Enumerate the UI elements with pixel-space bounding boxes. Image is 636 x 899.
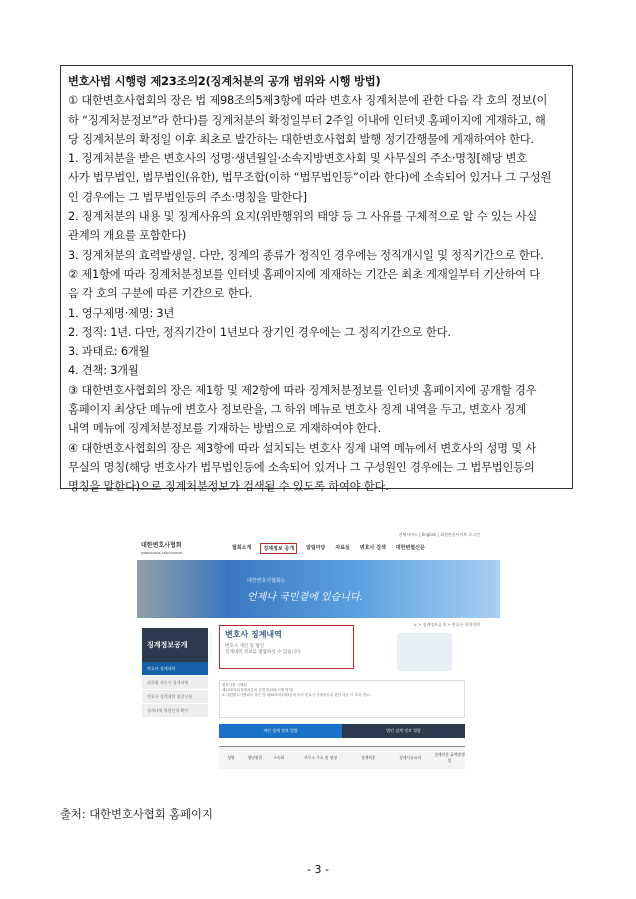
- nav-item-highlighted[interactable]: 징계정보 공개: [263, 546, 295, 552]
- kba-logo: [141, 540, 182, 556]
- law-text-line: 당 징계처분의 확정일 이후 최초로 발간하는 대한변호사협회 발행 정기간행물에 게재하여야 한다.: [68, 132, 534, 146]
- th: 징계처분: [360, 755, 376, 760]
- law-title: 변호사법 시행령 제23조의2(징계처분의 공개 범위와 시행 방법): [68, 75, 381, 88]
- law-text-box: [60, 65, 573, 494]
- sidebar-item[interactable]: 변호사 징계내역: [142, 662, 208, 676]
- logo-en: KOREAN BAR ASSOCIATION: [141, 551, 182, 555]
- page-number: - 3 -: [307, 863, 329, 876]
- website-screenshot: [137, 528, 500, 790]
- law-text-line: ① 대한변호사협회의 장은 법 제98조의5제3항에 따라 변호사 징계처분에 관한 다음 각 호의 정보(이: [68, 94, 548, 108]
- nav-item[interactable]: 자료실: [335, 545, 350, 551]
- sidebar-title: 징계정보공개: [142, 628, 208, 662]
- law-text-line: ④ 대한변호사협회의 장은 제3항에 따라 설치되는 변호사 징계 내역 메뉴에서 변호사의 성명 및 사: [68, 441, 537, 455]
- sidebar-item[interactable]: 징계내역 열람신청 확인: [142, 704, 208, 718]
- th: 징계처분 효력발생일: [434, 752, 465, 763]
- sub1: 변호사 개인 및 법인: [225, 644, 265, 649]
- th: 사무소 주소 및 명칭: [304, 755, 337, 760]
- law-scroll-box[interactable]: [219, 680, 465, 718]
- law-text-line: 2. 정직: 1년. 다만, 정직기간이 1년보다 장기인 경우에는 그 정직기간으로 한다.: [68, 325, 451, 339]
- main-subtitle: [225, 644, 348, 656]
- tab-individual[interactable]: 개인 징계 정보 열람: [219, 724, 342, 738]
- sidebar-item[interactable]: 외국법 자문사 징계내역: [142, 676, 208, 690]
- gavel-illustration: [397, 633, 452, 671]
- law-text-line: 내역 메뉴에 징계처분정보를 기재하는 방법으로 게재하여야 한다.: [68, 422, 381, 436]
- nav-item[interactable]: 알림마당: [306, 545, 326, 551]
- banner: [137, 560, 500, 618]
- law-text-line: 하 “징계처분정보”라 한다)를 징계처분의 확정일부터 2주일 이내에 인터넷 홈페이지에 게재하고, 해: [68, 113, 546, 127]
- nav-item[interactable]: 협회소개: [232, 545, 252, 551]
- nav-item[interactable]: 대한변협신문: [395, 545, 425, 551]
- banner-small: 대한변호사협회는: [247, 578, 286, 584]
- law-text-line: 명칭을 말한다)으로 징계처분정보가 검색될 수 있도록 하여야 한다.: [68, 480, 389, 494]
- source-caption: 출처: 대한변호사협회 홈페이지: [60, 808, 213, 821]
- th: 생년월일: [247, 755, 263, 760]
- law-text-line: 4. 견책: 3개월: [68, 364, 139, 378]
- sub2: 징계내역 정보를 열람하실 수 있습니다.: [225, 650, 302, 655]
- law-text-line: 사가 법무법인, 법무법인(유한), 법무조합(이하 “법무법인등”이라 한다)에 소속되어 있거나 그 구성원: [68, 171, 552, 185]
- table-header: [219, 746, 465, 769]
- banner-big: 언제나 국민곁에 있습니다.: [247, 592, 363, 603]
- law-text-line: ② 제1항에 따라 징계처분정보를 인터넷 홈페이지에 게재하는 기간은 최초 게재일부터 기산하여 다: [68, 267, 541, 281]
- th: 징계사유요지: [399, 755, 422, 760]
- law-text-line: 1. 징계처분을 받은 변호사의 성명·생년월일·소속지방변호사회 및 사무실의 주소·명칭[해당 변호: [68, 152, 527, 166]
- scroll-line: 변호사법 시행령: [222, 683, 247, 687]
- sidebar-item[interactable]: 변호사 징계내역 열람신청: [142, 690, 208, 704]
- nav-item[interactable]: 변호사 검색: [359, 545, 386, 551]
- top-links: 전체서비스 | English | 회원전용사이트 로그인: [398, 532, 480, 537]
- law-text-line: 2. 징계처분의 내용 및 징계사유의 요지(위반행위의 태양 등 그 사유를 구체적으로 알 수 있는 사실: [68, 210, 538, 224]
- law-text-line: 1. 영구제명·제명: 3년: [68, 306, 175, 320]
- law-text-line: 관계의 개요를 포함한다): [68, 229, 187, 243]
- law-text-line: 음 각 호의 구분에 따른 기간으로 한다.: [68, 287, 253, 301]
- law-text-line: 무실의 명칭(해당 변호사가 법무법인등에 소속되어 있거나 그 구성원인 경우에는 그 법무법인등의: [68, 460, 535, 474]
- tabs: [219, 724, 465, 738]
- main-title-box: [219, 625, 354, 669]
- main-title: 변호사 징계내역: [225, 630, 282, 639]
- law-text-line: 3. 징계처분의 효력발생일. 다만, 징계의 종류가 정직인 경우에는 정직개시일 및 정직기간으로 한다.: [68, 248, 544, 262]
- law-text-line: 홈페이지 최상단 메뉴에 변호사 정보란을, 그 하위 메뉴로 변호사 징계 내역을 두고, 변호사 징계: [68, 403, 526, 417]
- law-text-line: 3. 과태료: 6개월: [68, 345, 150, 359]
- tab-corporate[interactable]: 법인 징계 정보 열람: [342, 724, 465, 738]
- main-nav: [232, 544, 425, 553]
- th: 성명: [227, 755, 235, 760]
- scroll-line: 제23조의2(징계처분의 공개 범위와 시행 방법): [222, 688, 294, 692]
- law-text-line: ③ 대한변호사협회의 장은 제1항 및 제2항에 따라 징계처분정보를 인터넷 홈페이지에 공개할 경우: [68, 383, 537, 397]
- th: 소속회: [273, 755, 285, 760]
- scroll-line: ① 대한변호사협회의 장은 법 제98조의5제3항에 따라 변호사 징계처분에 관한 다음 각 호의 정보...: [222, 693, 373, 697]
- breadcrumb: ⌂ > 징계정보공개 > 변호사 징계내역: [414, 622, 480, 627]
- law-text-line: 인 경우에는 그 법무법인등의 주소·명칭을 말한다]: [68, 190, 307, 204]
- logo-text: 대한변호사협회: [141, 542, 182, 549]
- sidebar: [142, 628, 208, 718]
